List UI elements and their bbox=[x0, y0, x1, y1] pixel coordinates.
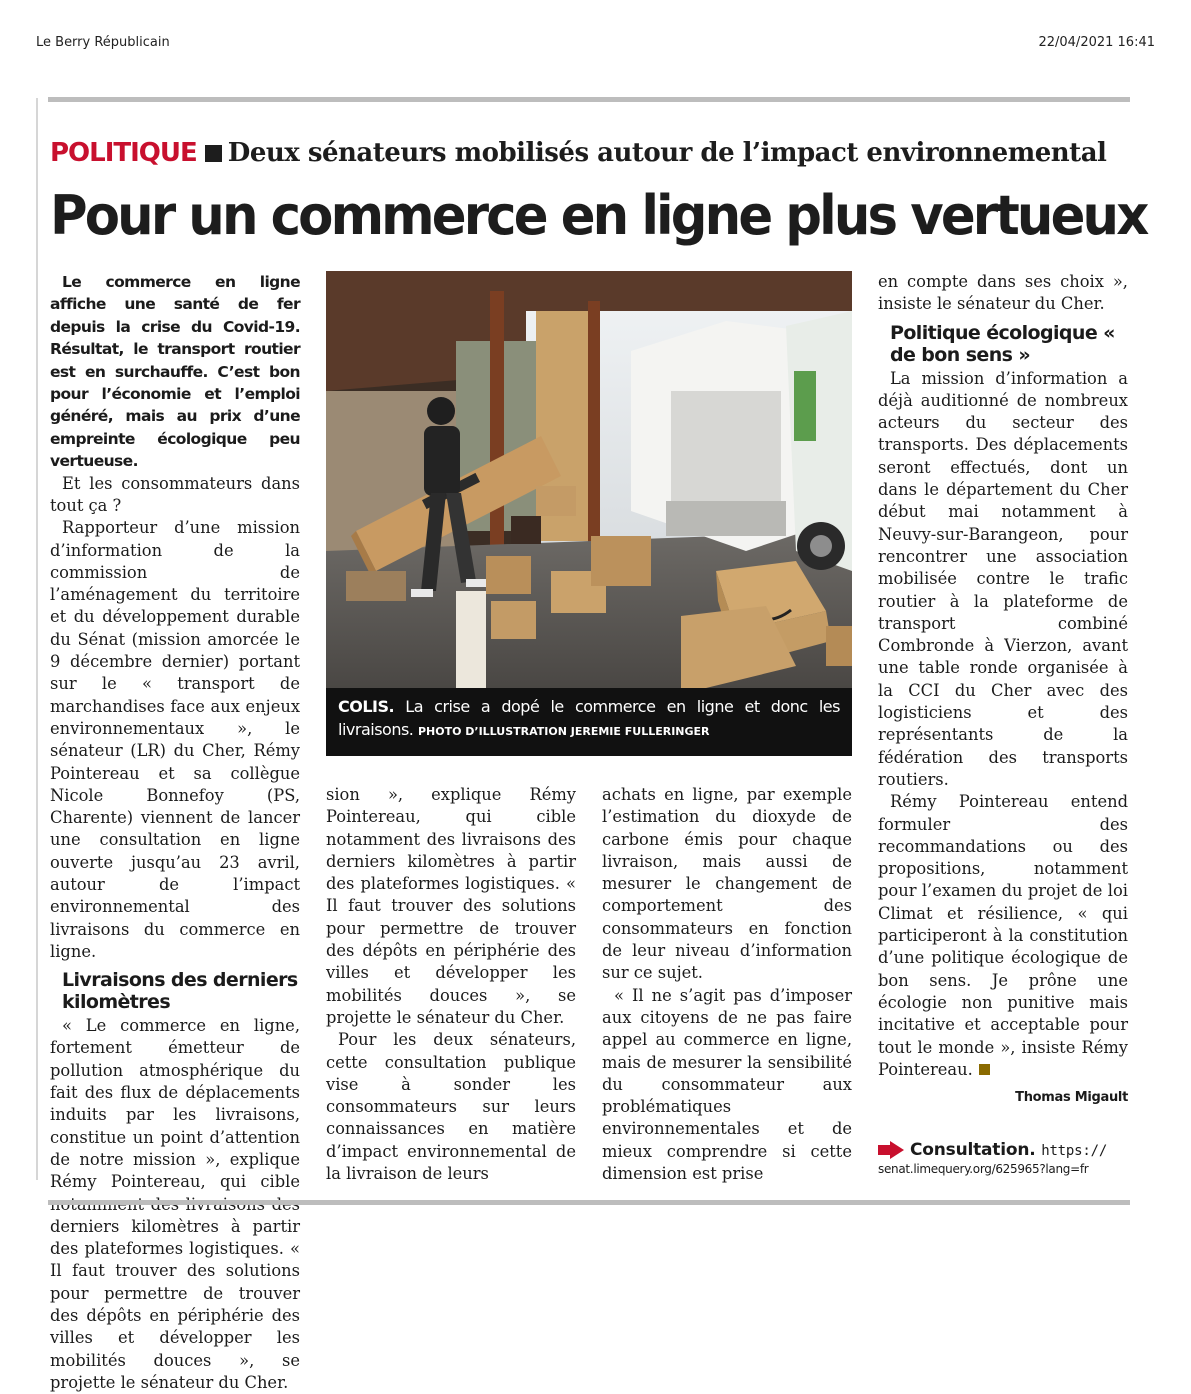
bottom-rule bbox=[48, 1200, 1130, 1205]
kicker bbox=[50, 138, 1130, 168]
body-paragraph: achats en ligne, par exemple l’estimation du dioxyde de carbone émis pour chaque livraison, mais aussi de mesurer le changement de comportement des consommateurs en fonction de leur niveau d’information sur ce sujet. bbox=[602, 785, 852, 983]
category-label: POLITIQUE bbox=[50, 138, 197, 168]
body-paragraph: Rapporteur d’une mission d’information de la commission de l’aménagement du territoire et du développement durable du Sénat (mission amorcée le 9 décembre dernier) portant sur le « transport de marchandises face aux enjeux environnementaux », le sénateur (LR) du Cher, Rémy Pointereau et sa collègue Nicole Bonnefoy (PS, Charente) viennent de lancer une consultation en ligne ouverte jusqu’au 23 avril, autour de l’impact environnemental des livraisons du commerce en ligne. bbox=[50, 518, 300, 961]
body-paragraph: sion », explique Rémy Pointereau, qui cible notamment des livraisons des derniers kilomètres à partir des plateformes logistiques. « Il faut trouver des solutions pour permettre de trouver des dépôts en périphérie des villes et développer les mobilités douces », se projette le sénateur du Cher. bbox=[326, 785, 576, 1027]
headline: Pour un commerce en ligne plus vertueux bbox=[50, 184, 1147, 247]
body-paragraph: La mission d’information a déjà auditionné de nombreux acteurs du secteur des transports. Des déplacements seront effectués, dont un dans le département du Cher début mai notamment à Neuvy-sur-Barangeon, pour rencontrer une association mobilisée contre le trafic routier à la plateforme de transport combiné Combronde à Vierzon, avant une table ronde organisée à la CCI du Cher avec des logisticiens et des représentants de la fédération des transports routiers. bbox=[878, 368, 1128, 789]
column-3 bbox=[602, 784, 852, 1185]
column-1 bbox=[50, 271, 300, 1392]
photo-caption bbox=[338, 695, 840, 743]
body-text: Rémy Pointereau entend formuler des recommandations ou des propositions, notamment pour l’examen du projet de loi Climat et résilience, « qui participeront à la constitution d’une politique écologique de bon sens. Je prône une écologie non punitive mais incitative et acceptable pour tout le monde », insiste Rémy Pointereau. bbox=[878, 792, 1128, 1079]
top-rule bbox=[48, 97, 1130, 102]
source-name: Le Berry Républicain bbox=[36, 35, 170, 50]
consultation-url-start[interactable]: https:// bbox=[1041, 1143, 1108, 1159]
kicker-text: Deux sénateurs mobilisés autour de l’impact environnemental bbox=[227, 138, 1107, 168]
arrow-right-icon bbox=[878, 1141, 904, 1159]
photo-credit: PHOTO D’ILLUSTRATION JEREMIE FULLERINGER bbox=[417, 725, 710, 738]
consultation-url[interactable]: senat.limequery.org/625965?lang=fr bbox=[878, 1162, 1089, 1176]
author-byline: Thomas Migault bbox=[1015, 1090, 1128, 1106]
lead-paragraph: Le commerce en ligne affiche une santé de fer depuis la crise du Covid-19. Résultat, le transport routier est en surchauffe. C’est bon pour l’économie et l’emploi généré, mais au prix d’une empreinte écologique peu vertueuse. bbox=[50, 273, 300, 471]
warehouse-photo bbox=[326, 271, 852, 688]
caption-text: La crise a dopé le commerce en ligne et donc les livraisons. bbox=[338, 697, 840, 739]
column-2 bbox=[326, 784, 576, 1184]
consultation-box bbox=[878, 1140, 1130, 1176]
caption-label: COLIS. bbox=[338, 697, 395, 716]
body-paragraph: « Le commerce en ligne, fortement émetteur de pollution atmosphérique du fait des flux de déplacements induits par les livraisons, constitue un point d’attention de notre mission », explique Rémy Pointereau, qui cible derniers kilomètres à partir des plateformes logistiques. « Il faut trouver des solutions pour permettre de trouver des dépôts en périphérie des villes et développer les mobilités douces », se projette le sénateur du Cher. bbox=[50, 1016, 300, 1392]
subheading: Politique écologique « de bon sens » bbox=[890, 321, 1115, 366]
photo-block bbox=[326, 271, 852, 756]
body-paragraph: Pour les deux sénateurs, cette consultation publique vise à sonder les consommateurs sur leurs connaissances en matière d’impact environnemental de la livraison de leurs bbox=[326, 1030, 576, 1184]
body-paragraph: « Il ne s’agit pas d’imposer aux citoyens de ne pas faire appel au commerce en ligne, mais de mesurer la sensibilité du consommateur aux problématiques environnementales et de mieux comprendre si cette dimension est prise bbox=[602, 985, 852, 1184]
square-bullet-icon bbox=[205, 145, 222, 162]
body-paragraph bbox=[878, 791, 1128, 1081]
print-datetime: 22/04/2021 16:41 bbox=[1038, 35, 1155, 50]
consultation-label: Consultation. bbox=[910, 1140, 1036, 1160]
body-paragraph: en compte dans ses choix », insiste le sénateur du Cher. bbox=[878, 272, 1128, 314]
subheading: Livraisons des derniers kilomètres bbox=[62, 969, 298, 1014]
body-paragraph: Et les consommateurs dans tout ça ? bbox=[50, 473, 300, 515]
page-edge-line bbox=[36, 98, 38, 1180]
end-mark-icon bbox=[979, 1064, 990, 1075]
column-4 bbox=[878, 271, 1128, 1109]
